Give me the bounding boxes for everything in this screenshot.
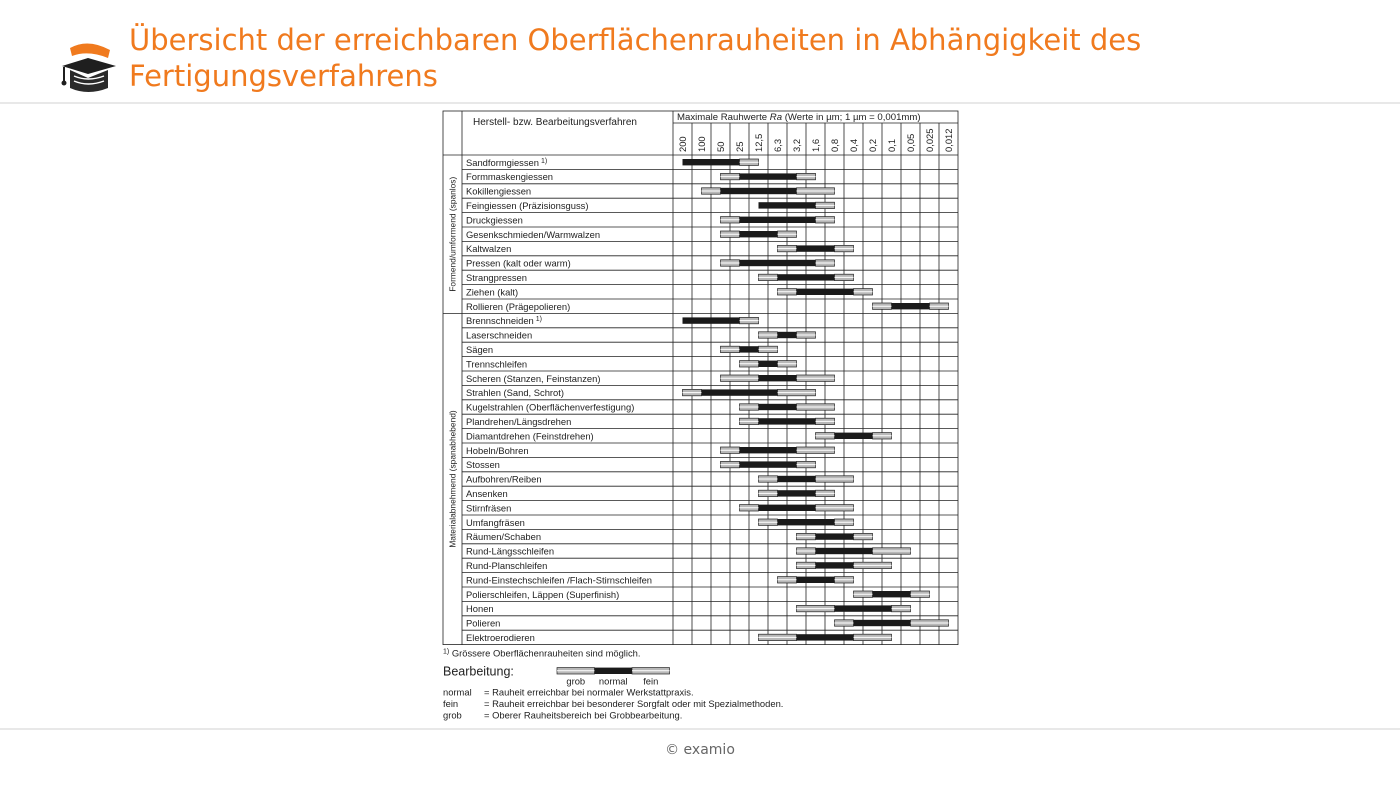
copyright: © examio [665, 742, 735, 758]
bar-normal [759, 202, 816, 208]
definition-text: = Rauheit erreichbar bei normaler Werkstattpraxis. [484, 686, 694, 698]
ra-tick-label: 0,1 [886, 138, 897, 152]
bar-normal [778, 332, 797, 338]
process-label [466, 387, 564, 398]
process-name: Ansenken [466, 488, 508, 499]
bar-normal [759, 418, 816, 424]
header-divider [0, 102, 1400, 104]
process-name: Formmaskengiessen [466, 171, 554, 183]
bar-normal [740, 346, 759, 352]
process-label [466, 272, 527, 283]
bar-normal [683, 159, 740, 165]
bar-normal [740, 260, 816, 266]
process-name: Diamantdrehen (Feinstdrehen) [466, 430, 594, 442]
footnote-text: Grössere Oberflächenrauheiten sind möglich. [449, 647, 641, 659]
process-footnote-marker: 1) [535, 316, 542, 324]
ra-tick-label: 0,05 [905, 133, 916, 152]
footnote-marker: 1) [443, 648, 450, 656]
process-name: Stirnfräsen [466, 502, 512, 514]
process-label [466, 459, 500, 470]
group-label: Formend/umformend (spanlos) [447, 176, 458, 292]
bar-normal [759, 375, 797, 381]
process-name: Feingiessen (Präzisionsguss) [466, 200, 589, 211]
process-label [466, 229, 600, 240]
bar-normal [759, 505, 816, 511]
bar-normal [759, 404, 797, 410]
bar-normal [740, 231, 778, 237]
ra-tick-label: 200 [677, 136, 688, 152]
ra-tick-label: 100 [696, 136, 707, 152]
bar-normal [816, 548, 873, 554]
ra-tick-label: 0,4 [848, 138, 859, 152]
process-label [466, 200, 588, 211]
ra-tick-label: 0,025 [924, 128, 935, 152]
definition-text: = Oberer Rauheitsbereich bei Grobbearbeitung. [484, 709, 683, 721]
bar-normal [797, 289, 854, 295]
definition-term: fein [443, 698, 459, 710]
process-name: Kugelstrahlen (Oberflächenverfestigung) [466, 401, 635, 413]
process-footnote-marker: 1) [540, 157, 548, 165]
footer-divider [0, 728, 1400, 730]
legend-label: normal [598, 675, 628, 687]
bar-normal [683, 317, 740, 323]
bar-normal [740, 461, 797, 467]
process-name: Strahlen (Sand, Schrot) [466, 387, 564, 399]
process-name: Brennschneiden [466, 315, 534, 327]
ra-tick-label: 50 [715, 141, 726, 152]
process-label [466, 214, 523, 225]
process-name: Rund-Längsschleifen [466, 545, 555, 557]
process-label [466, 416, 571, 427]
roughness-header-pre: Maximale Rauhwerte [677, 112, 770, 123]
process-name: Gesenkschmieden/Warmwalzen [466, 228, 601, 240]
process-name: Aufbohren/Reiben [466, 473, 542, 485]
process-name: Umfangfräsen [466, 516, 525, 528]
process-name: Trennschleifen [466, 358, 528, 370]
process-label [466, 589, 619, 600]
process-name: Stossen [466, 459, 500, 471]
process-name: Rollieren (Prägepolieren) [466, 300, 571, 312]
process-label [466, 546, 554, 557]
bar-normal [778, 274, 835, 280]
process-label [466, 330, 532, 341]
process-label [466, 286, 518, 297]
bar-normal [873, 591, 911, 597]
process-label [466, 618, 500, 629]
legend-label: fein [643, 675, 659, 687]
process-label [466, 243, 511, 254]
process-label [466, 358, 527, 369]
process-name: Ziehen (kalt) [466, 286, 519, 298]
ra-tick-label: 3,2 [791, 138, 802, 152]
group-label: Materialabnehmend (spanabhebend) [447, 410, 458, 548]
bar-normal [892, 303, 930, 309]
page-title-line2: Fertigungsverfahrens [129, 59, 438, 93]
ra-tick-label: 6,3 [772, 138, 783, 152]
process-label [466, 488, 508, 499]
process-label [466, 603, 494, 614]
page-title-line1: Übersicht der erreichbaren Oberflächenrauheiten in Abhängigkeit des [129, 23, 1142, 57]
process-label [466, 632, 535, 643]
process-label [466, 171, 553, 182]
roughness-header-ra: Ra [769, 112, 783, 123]
process-label [466, 157, 547, 168]
roughness-chart [440, 108, 960, 726]
process-name: Kaltwalzen [466, 243, 512, 255]
process-label [466, 315, 542, 326]
bar-normal [854, 620, 911, 626]
ra-tick-label: 0,8 [829, 138, 840, 152]
ra-tick-label: 25 [734, 141, 745, 152]
process-name: Polieren [466, 617, 501, 629]
bar-normal [797, 634, 854, 640]
definition-text: = Rauheit erreichbar bei besonderer Sorgfalt oder mit Spezialmethoden. [484, 698, 784, 710]
legend-label: grob [566, 675, 586, 687]
process-label [466, 373, 600, 384]
legend-swatch-normal [595, 668, 633, 674]
process-column-header: Herstell- bzw. Bearbeitungsverfahren [473, 117, 637, 128]
process-label [466, 344, 493, 355]
process-label [466, 517, 525, 528]
process-name: Räumen/Schaben [466, 531, 542, 543]
ra-tick-label: 0,012 [943, 128, 954, 152]
process-name: Pressen (kalt oder warm) [466, 257, 571, 269]
process-name: Sägen [466, 344, 494, 355]
definition-term: grob [443, 709, 462, 721]
bar-normal [816, 533, 854, 539]
process-name: Hobeln/Bohren [466, 444, 529, 456]
process-label [466, 402, 634, 413]
page-title [129, 22, 1169, 94]
bar-normal [721, 188, 797, 194]
bar-normal [740, 447, 797, 453]
process-name: Rund-Planschleifen [466, 560, 548, 571]
process-name: Strangpressen [466, 272, 527, 283]
footnote [443, 648, 640, 659]
process-label [466, 186, 531, 197]
process-label [466, 430, 594, 441]
process-label [466, 445, 529, 456]
process-name: Druckgiessen [466, 214, 523, 226]
bar-normal [740, 173, 797, 179]
process-label [466, 560, 547, 571]
process-name: Laserschneiden [466, 329, 533, 341]
process-name: Kokillengiessen [466, 185, 532, 197]
ra-tick-label: 1,6 [810, 138, 821, 152]
process-label [466, 258, 571, 269]
process-label [466, 301, 570, 312]
process-label [466, 531, 541, 542]
bar-normal [797, 577, 835, 583]
bar-normal [778, 476, 816, 482]
definition-term: normal [443, 686, 472, 698]
ra-tick-label: 12,5 [753, 133, 764, 152]
process-label [466, 474, 542, 485]
bar-normal [835, 433, 873, 439]
process-name: Scheren (Stanzen, Feinstanzen) [466, 372, 601, 384]
process-name: Sandformgiessen [466, 156, 539, 168]
process-name: Rund-Einstechschleifen /Flach-Stirnschleifen [466, 574, 653, 586]
process-name: Polierschleifen, Läppen (Superfinish) [466, 588, 620, 600]
graduation-cap-book-icon [58, 40, 120, 96]
bar-normal [778, 519, 835, 525]
process-label [466, 502, 511, 513]
bar-normal [835, 605, 892, 611]
bar-normal [759, 361, 778, 367]
process-name: Elektroerodieren [466, 632, 535, 643]
bar-normal [740, 217, 816, 223]
roughness-header [677, 112, 921, 123]
roughness-header-post: (Werte in µm; 1 µm = 0,001mm) [782, 112, 921, 123]
bar-normal [778, 490, 816, 496]
process-name: Plandrehen/Längsdrehen [466, 416, 572, 427]
bar-normal [702, 389, 778, 395]
legend-title: Bearbeitung: [443, 664, 514, 679]
process-name: Honen [466, 603, 494, 615]
process-label [466, 574, 652, 585]
ra-tick-label: 0,2 [867, 138, 878, 152]
bar-normal [816, 562, 854, 568]
bar-normal [797, 245, 835, 251]
